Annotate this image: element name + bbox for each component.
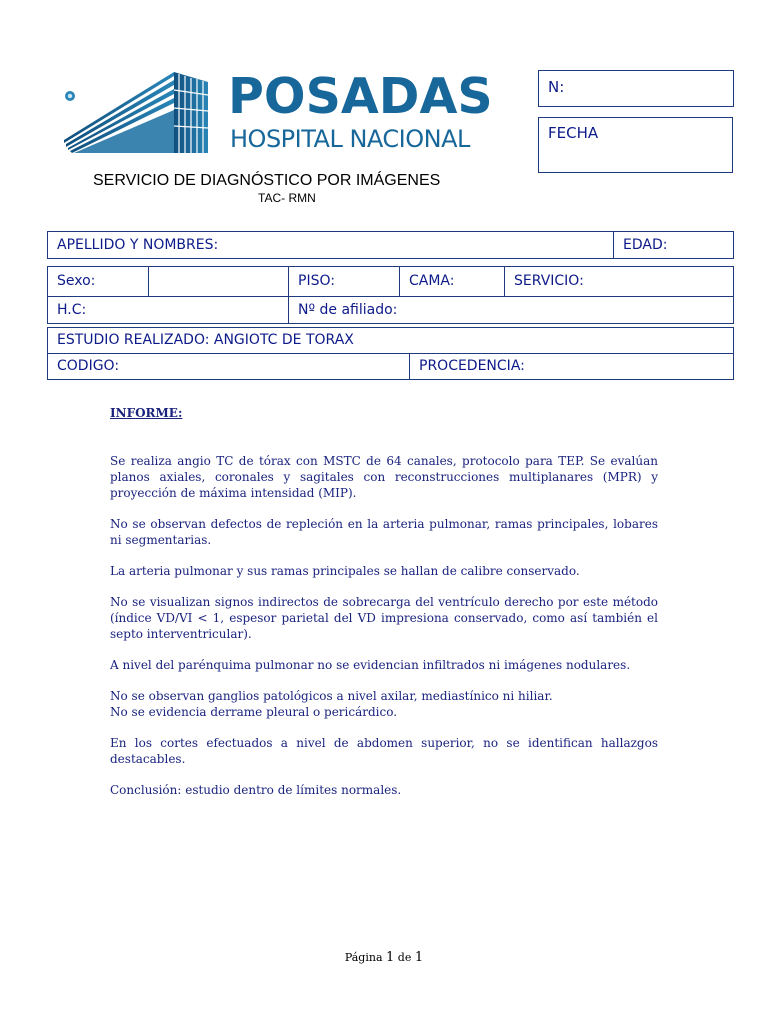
- brand-subtitle: HOSPITAL NACIONAL: [230, 125, 470, 153]
- codigo-field[interactable]: [47, 353, 410, 380]
- estudio-label: ESTUDIO REALIZADO: ANGIOTC DE TORAX: [57, 332, 354, 348]
- report-paragraph: No se observan defectos de repleción en la arteria pulmonar, ramas principales, lobares ni segmentarias.: [110, 517, 658, 547]
- piso-label: PISO:: [298, 273, 335, 289]
- report-paragraph: En los cortes efectuados a nivel de abdomen superior, no se identifican hallazgos destacables.: [110, 736, 658, 766]
- edad-label: EDAD:: [623, 237, 668, 253]
- hc-field[interactable]: [47, 296, 289, 324]
- sexo-label: Sexo:: [57, 273, 96, 289]
- afiliado-label: Nº de afiliado:: [298, 302, 398, 318]
- edad-field[interactable]: [613, 231, 734, 259]
- report-body: [110, 405, 658, 813]
- servicio-label: SERVICIO:: [514, 273, 584, 289]
- report-paragraph: No se observan ganglios patológicos a nivel axilar, mediastínico ni hiliar.: [110, 689, 553, 703]
- service-subtitle: TAC- RMN: [258, 191, 316, 205]
- apellido-field[interactable]: [47, 231, 614, 259]
- report-heading: INFORME:: [110, 406, 183, 420]
- service-title: SERVICIO DE DIAGNÓSTICO POR IMÁGENES: [93, 172, 441, 189]
- of-word: de: [397, 951, 412, 964]
- report-paragraph: A nivel del parénquima pulmonar no se evidencian infiltrados ni imágenes nodulares.: [110, 658, 631, 672]
- codigo-label: CODIGO:: [57, 358, 120, 374]
- procedencia-label: PROCEDENCIA:: [419, 358, 525, 374]
- brand-name: POSADAS: [228, 68, 493, 125]
- page-footer: [0, 950, 768, 965]
- estudio-field[interactable]: [47, 327, 734, 354]
- report-paragraph: No se visualizan signos indirectos de sobrecarga del ventrículo derecho por este método (índice VD/VI < 1, espesor parietal del VD impresiona conservado, como así también el septo interventricular).: [110, 595, 658, 641]
- piso-field[interactable]: [288, 266, 400, 297]
- hospital-building-logo: [62, 70, 212, 155]
- page-total: 1: [414, 950, 424, 965]
- n-label: N:: [548, 78, 565, 96]
- cama-label: CAMA:: [409, 273, 455, 289]
- seal-dot-icon: [64, 90, 76, 102]
- page-number: 1: [386, 950, 395, 965]
- servicio-field[interactable]: [504, 266, 734, 297]
- page-word: Página: [344, 951, 383, 964]
- afiliado-field[interactable]: [288, 296, 734, 324]
- report-paragraph: Se realiza angio TC de tórax con MSTC de 64 canales, protocolo para TEP. Se evalúan planos axiales, coronales y sagitales con reconstrucciones multiplanares (MPR) y proyección de máxima intensidad (MIP).: [110, 454, 658, 500]
- cama-field[interactable]: [399, 266, 505, 297]
- hc-label: H.C:: [57, 302, 87, 318]
- sexo-field[interactable]: [47, 266, 149, 297]
- fecha-field[interactable]: [538, 117, 733, 173]
- n-field[interactable]: [538, 70, 734, 107]
- report-paragraph: Conclusión: estudio dentro de límites normales.: [110, 783, 402, 797]
- report-paragraph: La arteria pulmonar y sus ramas principales se hallan de calibre conservado.: [110, 564, 580, 578]
- apellido-label: APELLIDO Y NOMBRES:: [57, 237, 219, 253]
- fecha-label: FECHA: [548, 124, 599, 142]
- report-paragraph: No se evidencia derrame pleural o pericárdico.: [110, 705, 398, 719]
- procedencia-field[interactable]: [409, 353, 734, 380]
